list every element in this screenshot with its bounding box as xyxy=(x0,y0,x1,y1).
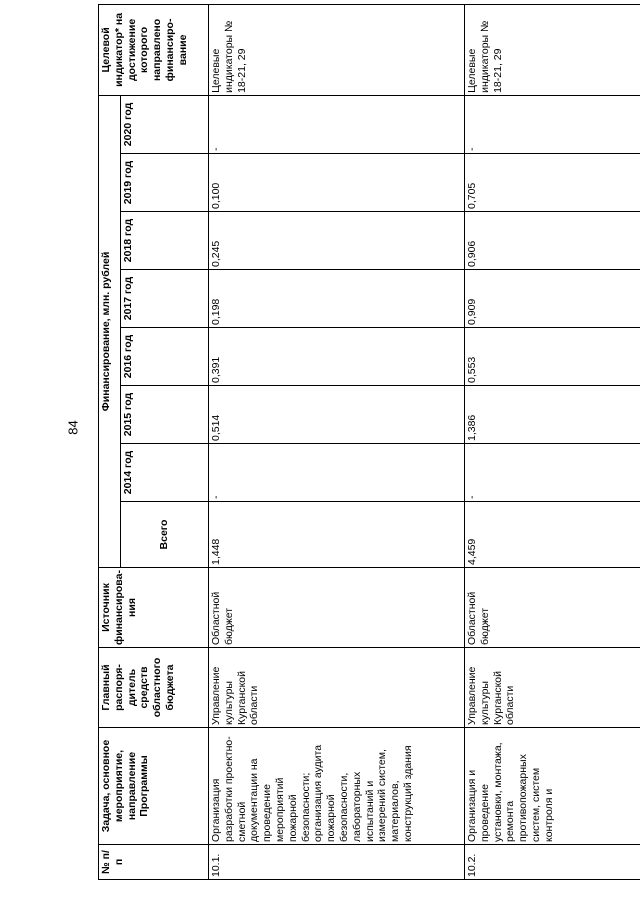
header-year-2019: 2019 год xyxy=(121,154,209,212)
header-year-2015: 2015 год xyxy=(121,386,209,444)
row-target: Целевые индикаторы № 18-21, 29 xyxy=(465,4,640,95)
row-year-2014: - xyxy=(209,444,465,502)
row-year-2020: - xyxy=(209,95,465,153)
row-year-2020: - xyxy=(465,95,640,153)
financing-table xyxy=(98,4,640,880)
header-no: № п/п xyxy=(99,845,209,880)
table-row xyxy=(209,4,465,879)
header-target: Целевой индикатор* на достижение которого направлено финансиро-вание xyxy=(99,4,209,95)
row-source: Областной бюджет xyxy=(465,568,640,648)
header-year-2017: 2017 год xyxy=(121,270,209,328)
row-target: Целевые индикаторы № 18-21, 29 xyxy=(209,4,465,95)
row-year-2018: 0,245 xyxy=(209,212,465,270)
header-year-2014: 2014 год xyxy=(121,444,209,502)
row-year-2018: 0,906 xyxy=(465,212,640,270)
row-no: 10.1. xyxy=(209,845,465,880)
row-year-2019: 0,705 xyxy=(465,154,640,212)
header-financing: Финансирование, млн. рублей xyxy=(99,95,121,567)
row-year-2014: - xyxy=(465,444,640,502)
row-task: Организация и проведение установки, монтажа, ремонта противопожарных систем, систем контроля и xyxy=(465,728,640,845)
row-year-2019: 0,100 xyxy=(209,154,465,212)
row-task: Организация разработки проектно-сметной документации на проведение мероприятий пожарной безопасности; организация аудита пожарной безопасности, лабораторных испытаний и измерений систем, материалов, конструкций здания xyxy=(209,728,465,845)
row-year-2015: 1,386 xyxy=(465,386,640,444)
rotated-table-wrapper xyxy=(98,5,640,880)
row-year-2016: 0,553 xyxy=(465,328,640,386)
header-year-2016: 2016 год xyxy=(121,328,209,386)
row-manager: Управление культуры Курганской области xyxy=(465,648,640,728)
row-source: Областной бюджет xyxy=(209,568,465,648)
header-year-2018: 2018 год xyxy=(121,212,209,270)
row-no: 10.2. xyxy=(465,845,640,880)
header-total: Всего xyxy=(121,502,209,568)
row-manager: Управление культуры Курганской области xyxy=(209,648,465,728)
row-year-2017: 0,909 xyxy=(465,270,640,328)
row-total: 4,459 xyxy=(465,502,640,568)
table-row xyxy=(465,4,640,879)
header-task: Задача, основное мероприятие, направление Программы xyxy=(99,728,209,845)
header-source: Источник финансирова-ния xyxy=(99,568,209,648)
header-row-1 xyxy=(99,4,121,879)
row-year-2015: 0,514 xyxy=(209,386,465,444)
row-year-2016: 0,391 xyxy=(209,328,465,386)
row-year-2017: 0,198 xyxy=(209,270,465,328)
page-number: 84 xyxy=(65,420,81,435)
header-year-2020: 2020 год xyxy=(121,95,209,153)
header-manager: Главный распоря-дитель средств областного бюджета xyxy=(99,648,209,728)
row-total: 1,448 xyxy=(209,502,465,568)
